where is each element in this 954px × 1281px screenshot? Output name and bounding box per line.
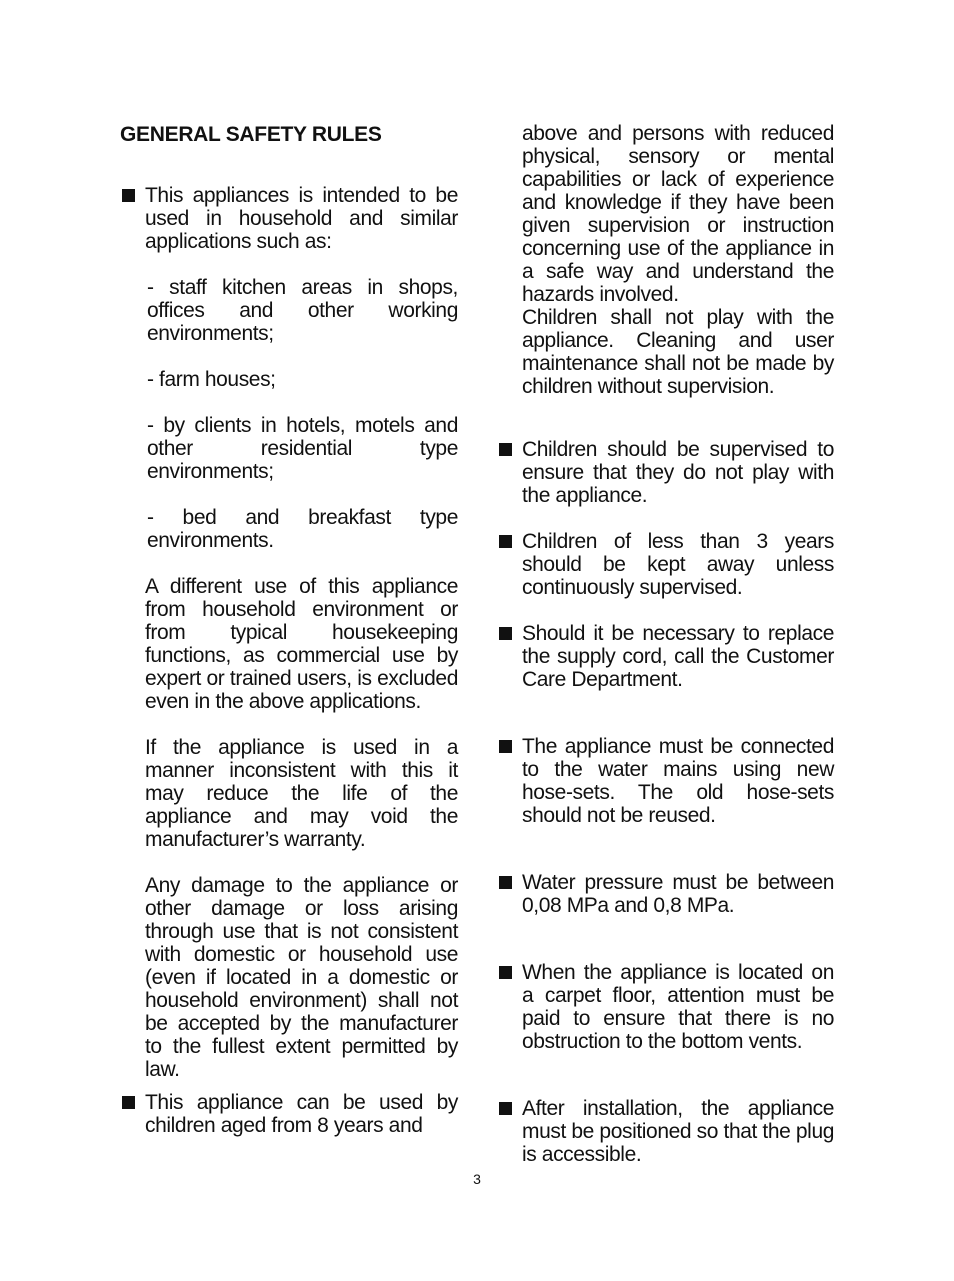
bullet-under-3 (497, 530, 834, 599)
square-bullet-icon (122, 1096, 135, 1109)
bullet-text: When the appliance is located on a carpet floor, attention must be paid to ensure that there is no obstruction to the bottom vents. (522, 961, 834, 1053)
bullet-text: The appliance must be connected to the water mains using new hose-sets. The old hose-sets should not be reused. (522, 735, 834, 827)
bullet-carpet-floor (497, 961, 834, 1053)
bullet-text: Children should be supervised to ensure that they do not play with the appliance. (522, 438, 834, 507)
bullet-supervision (497, 438, 834, 507)
section-title: GENERAL SAFETY RULES (120, 123, 382, 146)
square-bullet-icon (499, 876, 512, 889)
continued-paragraph-play: Children shall not play with the appliance. Cleaning and user maintenance shall not be made by children without supervision. (522, 306, 834, 398)
square-bullet-icon (499, 535, 512, 548)
square-bullet-icon (499, 627, 512, 640)
square-bullet-icon (499, 443, 512, 456)
bullet-text: Should it be necessary to replace the supply cord, call the Customer Care Department. (522, 622, 834, 691)
bullet-text: This appliance can be used by children aged from 8 years and (145, 1091, 458, 1137)
bullet-text: After installation, the appliance must be positioned so that the plug is accessible. (522, 1097, 834, 1166)
bullet-children-age (120, 1091, 458, 1137)
bullet-water-pressure (497, 871, 834, 917)
bullet-hose-sets (497, 735, 834, 827)
sub-item-staff-kitchen: - staff kitchen areas in shops, offices and other working environments; (147, 276, 458, 345)
bullet-text: Water pressure must be between 0,08 MPa and 0,8 MPa. (522, 871, 834, 917)
sub-item-hotels: - by clients in hotels, motels and other residential type environments; (147, 414, 458, 483)
square-bullet-icon (499, 740, 512, 753)
sub-item-farm-houses: - farm houses; (147, 368, 276, 391)
square-bullet-icon (499, 1102, 512, 1115)
continued-paragraph: above and persons with reduced physical, sensory or mental capabilities or lack of experience and knowledge if they have been given supervision or instruction concerning use of the appliance in a safe way and understand the hazards involved. (522, 122, 834, 306)
bullet-text: This appliances is intended to be used in household and similar applications such as: (145, 184, 458, 253)
continued-children-text (497, 122, 834, 398)
square-bullet-icon (499, 966, 512, 979)
paragraph-warranty: If the appliance is used in a manner inconsistent with this it may reduce the life of the appliance and may void the manufacturer’s warranty. (145, 736, 458, 851)
sub-item-bed-breakfast: - bed and breakfast type environments. (147, 506, 458, 552)
square-bullet-icon (122, 189, 135, 202)
bullet-plug-accessible (497, 1097, 834, 1166)
bullet-supply-cord (497, 622, 834, 691)
bullet-intended-use (120, 184, 458, 1081)
right-column (497, 122, 834, 1166)
paragraph-damage: Any damage to the appliance or other damage or loss arising through use that is not consistent with domestic or household use (even if located in a domestic or household environment) shall not be accepted by the manufacturer to the fullest extent permitted by law. (145, 874, 458, 1081)
left-column (120, 122, 458, 1137)
page-number: 3 (473, 1171, 481, 1187)
bullet-text: Children of less than 3 years should be kept away unless continuously supervised. (522, 530, 834, 599)
paragraph-different-use: A different use of this appliance from household environment or from typical housekeeping functions, as commercial use by expert or trained users, is excluded even in the above applications. (145, 575, 458, 713)
